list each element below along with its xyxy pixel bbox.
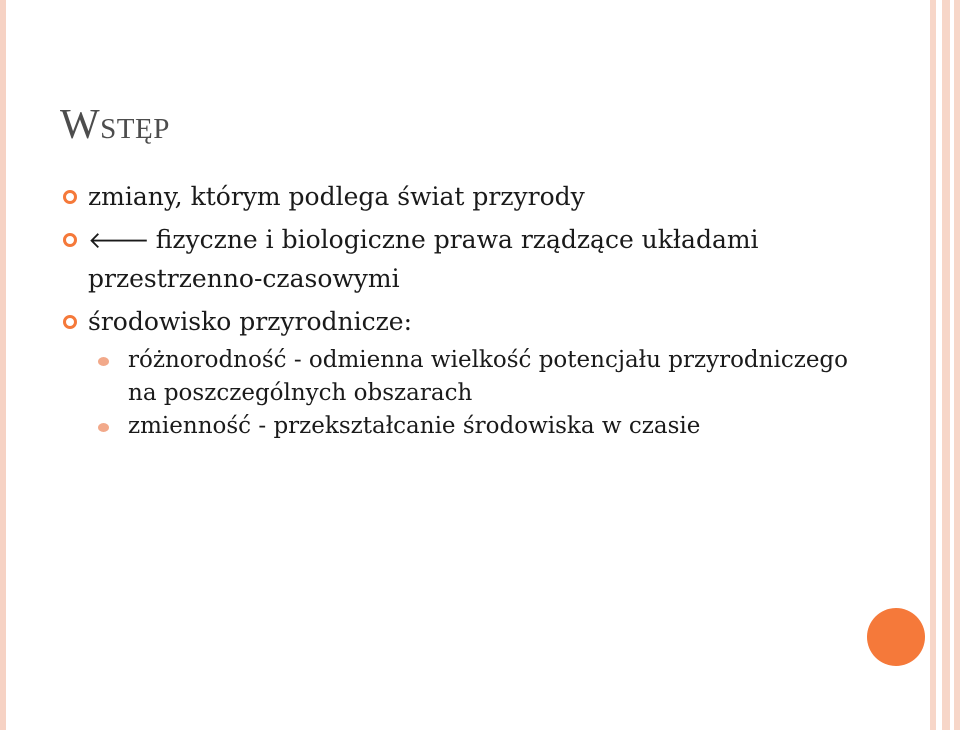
orange-ring-bullet-icon — [62, 232, 78, 248]
left-arrow-icon: 🡐 — [88, 228, 150, 254]
right-edge-decoration-2 — [942, 0, 950, 730]
bullet-item — [60, 178, 880, 215]
sub-bullet-dot-icon — [98, 357, 109, 366]
slide-title: Wstęp — [60, 102, 170, 148]
sub-bullet-item — [88, 410, 880, 443]
sub-bullet-text: zmienność - przekształcanie środowiska w czasie — [128, 413, 701, 439]
sub-bullet-text: różnorodność - odmienna wielkość potencjału przyrodniczego na poszczególnych obszarach — [128, 347, 848, 406]
bullet-text: środowisko przyrodnicze: — [88, 307, 412, 336]
left-edge-decoration — [0, 0, 6, 730]
right-edge-decoration-3 — [954, 0, 960, 730]
bullet-item — [60, 303, 880, 443]
sub-bullet-dot-icon — [98, 423, 109, 432]
sub-bullet-list — [88, 344, 880, 443]
right-edge-decoration-1 — [930, 0, 936, 730]
orange-ring-bullet-icon — [62, 314, 78, 330]
bullet-text: fizyczne i biologiczne prawa rządzące układami przestrzenno-czasowymi — [88, 225, 759, 293]
orange-circle-decoration — [867, 608, 925, 666]
orange-ring-bullet-icon — [62, 189, 78, 205]
sub-bullet-item — [88, 344, 880, 410]
bullet-list — [60, 178, 880, 449]
bullet-text: zmiany, którym podlega świat przyrody — [88, 182, 585, 211]
bullet-item — [60, 221, 880, 297]
